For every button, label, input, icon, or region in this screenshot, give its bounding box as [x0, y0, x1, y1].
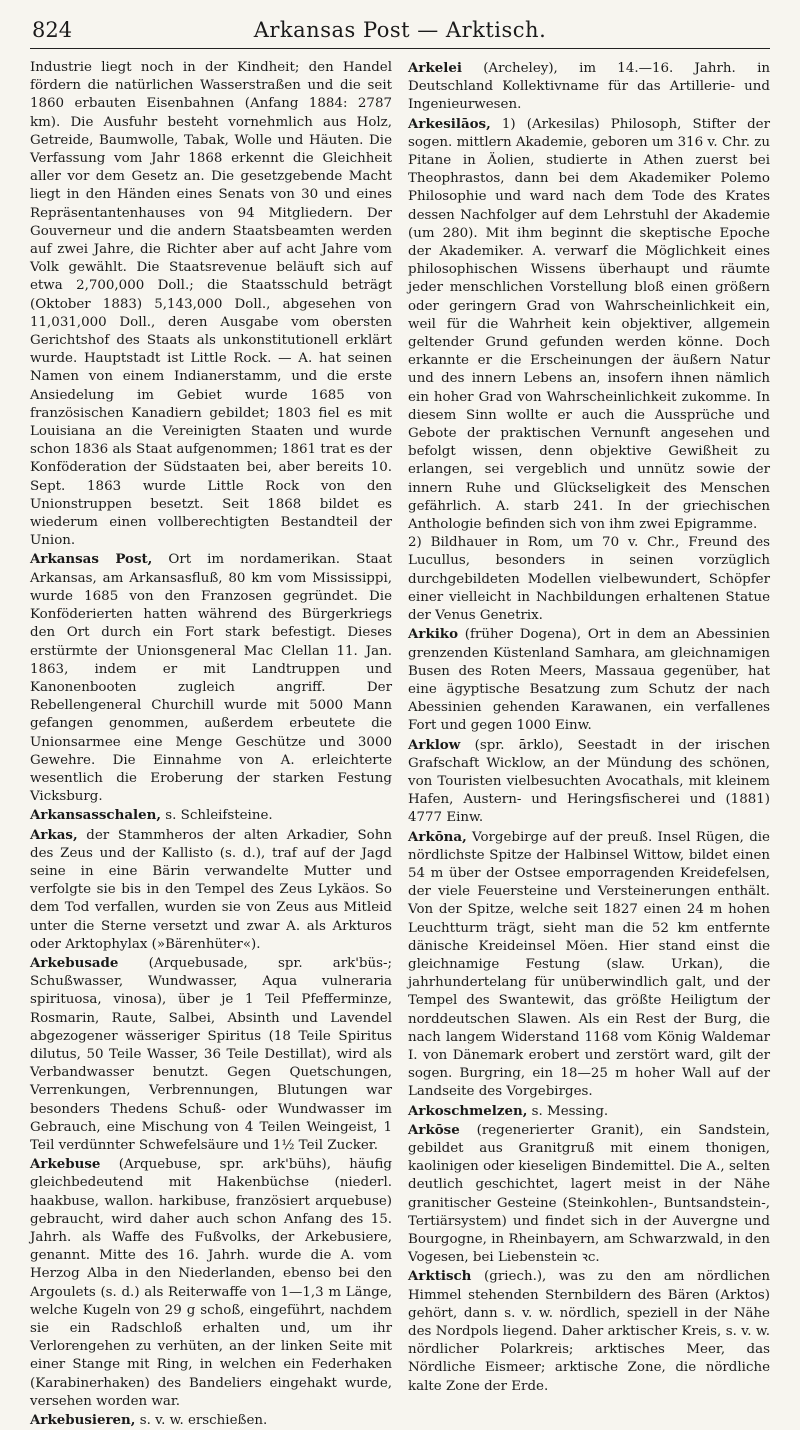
- entry-text: (Arquebusade, spr. ark'büs-; Schußwasser, Wundwasser, Aqua vulneraria spirituosa, vinosa), über je 1 Teil Pfefferminze, Rosmarin, Raute, Salbei, Absinth und Lavendel abgezogener wässeriger Spiritus (18 Teile Spiritus dilutus, 50 Teile Wasser, 36 Teile Destillat), wird als Verbandwasser benutzt. Gegen Quetschungen, Verrenkungen, Verbrennungen, Blutungen war besonders Thedens Schuß- oder Wundwasser im Gebrauch, eine Mischung von 4 Teilen Weingeist, 1 Teil verdünnter Schwefelsäure und 1½ Teil Zucker.: [30, 955, 392, 1153]
- dictionary-entry: [30, 550, 392, 806]
- page-number: 824: [32, 18, 73, 42]
- dictionary-entry: [30, 826, 392, 954]
- entry-headword: Arkoschmelzen,: [408, 1102, 528, 1119]
- entry-text: 2) Bildhauer in Rom, um 70 v. Chr., Freund des Lucullus, besonders in seinen vorzüglich durchgebildeten Modellen vielbewundert, Schöpfer einer vielleicht in Nachbildungen erhaltenen Statue der Venus Genetrix.: [408, 535, 770, 624]
- dictionary-entry: [408, 534, 770, 625]
- entry-headword: Arkas,: [30, 826, 78, 843]
- dictionary-entry: [408, 59, 770, 115]
- entry-text: (regenerierter Granit), ein Sandstein, gebildet aus Granitgruß mit einem thonigen, kaolinigen oder kieseligen Bindemittel. Die A., selten deutlich geschichtet, lagert meist in der Nähe granitischer Gesteine (Steinkohlen-, Buntsandstein-, Tertiärsystem) und findet sich in der Auvergne und Bourgogne, in Rheinbayern, am Schwarzwald, in den Vogesen, bei Liebenstein ꝛc.: [408, 1122, 770, 1266]
- text-columns: [30, 59, 770, 1430]
- entry-headword: Arktisch: [408, 1268, 472, 1285]
- entry-text: (Arquebuse, spr. ark'bühs), häufig gleichbedeutend mit Hakenbüchse (niederl. haakbuse, wallon. harkibuse, französiert arquebuse) gebraucht, wird daher auch schon Anfang des 15. Jahrh. als Waffe des Fußvolks, der Arkebusiere, genannt. Mitte des 16. Jahrh. wurde die A. vom Herzog Alba in den Niederlanden, ebenso bei den Argoulets (s. d.) als Reiterwaffe von 1—1,3 m Länge, welche Kugeln von 29 g schoß, eingeführt, nachdem sie ein Radschloß erhalten und, um ihr Verlorengehen zu verhüten, an der linken Seite mit einer Stange mit Ring, in welchen ein Federhaken (Karabinerhaken) des Bandeliers eingehakt wurde, versehen worden war.: [30, 1157, 392, 1409]
- entry-text: s. v. w. erschießen.: [135, 1413, 268, 1429]
- dictionary-entry: [30, 1155, 392, 1411]
- entry-headword: Arklow: [408, 736, 461, 753]
- dictionary-entry: [30, 954, 392, 1155]
- entry-text: (Archeley), im 14.—16. Jahrh. in Deutschland Kollektivname für das Artillerie- und Ingenieurwesen.: [408, 61, 770, 113]
- entry-headword: Arkōna,: [408, 828, 467, 845]
- entry-text: der Stammheros der alten Arkadier, Sohn des Zeus und der Kallisto (s. d.), traf auf der Jagd seine in eine Bärin verwandelte Mutter und verfolgte sie bis in den Tempel des Zeus Lykäos. So dem Tod verfallen, wurden sie von Zeus aus Mitleid unter die Sterne versetzt und zwar A. als Arkturos oder Arktophylax (»Bärenhüter«).: [30, 827, 392, 952]
- right-column: [408, 59, 770, 1430]
- entry-headword: Arkebuse: [30, 1156, 101, 1173]
- dictionary-entry: [30, 1411, 392, 1430]
- entry-text: 1) (Arkesilas) Philosoph, Stifter der sogen. mittlern Akademie, geboren um 316 v. Chr. zu Pitane in Äolien, studierte in Athen zuerst bei Theophrastos, dann bei dem Akademiker Polemo Philosophie und ward nach dem Tode des Krates dessen Nachfolger auf dem Lehrstuhl der Akademie (um 280). Mit ihm beginnt die skeptische Epoche der Akademiker. A. verwarf die Möglichkeit eines philosophischen Wissens überhaupt und räumte jeder menschlichen Vorstellung bloß einen größern oder geringern Grad von Wahrscheinlichkeit ein, weil für die Wahrheit kein objektiver, allgemein geltender Grund gefunden werden könne. Doch erkannte er die Erscheinungen der äußern Natur und des innern Lebens an, insofern ihnen nämlich ein hoher Grad von Wahrscheinlichkeit zukomme. In diesem Sinn wollte er auch die Aussprüche und Gebote der praktischen Vernunft angesehen und befolgt wissen, denn objektive Gewißheit zu erlangen, sei vergeblich und unnütz sowie der innern Ruhe und Glückseligkeit des Menschen gefährlich. A. starb 241. In der griechischen Anthologie befinden sich von ihm zwei Epigramme.: [408, 116, 770, 533]
- dictionary-entry: [408, 1267, 770, 1395]
- dictionary-entry: [30, 806, 392, 825]
- page-header: [30, 14, 770, 49]
- running-title: Arkansas Post — Arktisch.: [253, 18, 547, 42]
- dictionary-entry: [30, 59, 392, 550]
- entry-headword: Arkelei: [408, 60, 462, 76]
- entry-text: (spr. ārklo), Seestadt in der irischen Grafschaft Wicklow, an der Mündung des schönen, von Touristen vielbesuchten Avocathals, mit kleinem Hafen, Austern- und Heringsfischerei und (1881) 4777 Einw.: [408, 737, 770, 826]
- entry-text: Ort im nordamerikan. Staat Arkansas, am Arkansasfluß, 80 km vom Mississippi, wurde 1685 von den Franzosen gegründet. Die Konföderierten hatten während des Bürgerkriegs den Ort durch ein Fort stark befestigt. Dieses erstürmte der Unionsgeneral Mac Clellan 11. Jan. 1863, indem er mit Landtruppen und Kanonenbooten zugleich angriff. Der Rebellengeneral Churchill wurde mit 5000 Mann gefangen genommen, außerdem erbeutete die Unionsarmee eine Menge Geschütze und 3000 Gewehre. Die Einnahme von A. erleichterte wesentlich die Eroberung der starken Festung Vicksburg.: [30, 552, 392, 805]
- entry-headword: Arkansas Post,: [30, 551, 153, 568]
- entry-headword: Arkebusieren,: [30, 1412, 136, 1429]
- entry-headword: Arkebusade: [30, 954, 119, 971]
- dictionary-entry: [408, 828, 770, 1102]
- dictionary-entry: [408, 1102, 770, 1121]
- entry-headword: Arkiko: [408, 626, 459, 643]
- dictionary-entry: [408, 736, 770, 828]
- dictionary-entry: [408, 115, 770, 535]
- entry-text: (früher Dogena), Ort in dem an Abessinien grenzenden Küstenland Samhara, am gleichnamigen Busen des Roten Meers, Massaua gegenüber, hat eine ägyptische Besatzung zum Schutz der nach Abessinien gehenden Karawanen, ein verfallenes Fort und gegen 1000 Einw.: [408, 627, 770, 734]
- entry-headword: Arkansasschalen,: [30, 807, 161, 824]
- dictionary-entry: [408, 625, 770, 735]
- dictionary-entry: [408, 1121, 770, 1268]
- entry-text: Industrie liegt noch in der Kindheit; den Handel fördern die natürlichen Wasserstraßen und die seit 1860 erbauten Eisenbahnen (Anfang 1884: 2787 km). Die Ausfuhr besteht vornehmlich aus Holz, Getreide, Baumwolle, Tabak, Wolle und Häuten. Die Verfassung vom Jahr 1868 erkennt die Gleichheit aller vor dem Gesetz an. Die gesetzgebende Macht liegt in den Händen eines Senats von 30 und eines Repräsentantenhauses von 94 Mitgliedern. Der Gouverneur und die andern Staatsbeamten werden auf zwei Jahre, die Richter aber auf acht Jahre vom Volk gewählt. Die Staatsrevenue beläuft sich auf etwa 2,700,000 Doll.; die Staatsschuld beträgt (Oktober 1883) 5,143,000 Doll., abgesehen von 11,031,000 Doll., deren Ausgabe vom obersten Gerichtshof des Staats als unkonstitutionell erklärt wurde. Hauptstadt ist Little Rock. — A. hat seinen Namen von einem Indianerstamm, und die erste Ansiedelung im Gebiet wurde 1685 von französischen Kanadiern gebildet; 1803 fiel es mit Louisiana an die Vereinigten Staaten und wurde schon 1836 als Staat aufgenommen; 1861 trat es der Konföderation der Südstaaten bei, aber bereits 10. Sept. 1863 wurde Little Rock von den Unionstruppen besetzt. Seit 1868 bildet es wiederum einen vollberechtigten Bestandteil der Union.: [30, 60, 392, 549]
- entry-text: (griech.), was zu den am nördlichen Himmel stehenden Sternbildern des Bären (Arktos) gehört, dann s. v. w. nördlich, speziell in der Nähe des Nordpols liegend. Daher arktischer Kreis, s. v. w. nördlicher Polarkreis; arktisches Meer, das Nördliche Eismeer; arktische Zone, die nördliche kalte Zone der Erde.: [408, 1269, 770, 1394]
- entry-text: s. Schleifsteine.: [161, 808, 273, 824]
- entry-text: Vorgebirge auf der preuß. Insel Rügen, die nördlichste Spitze der Halbinsel Wittow, bildet einen 54 m über der Ostsee emporragenden Kreidefelsen, der viele Feuersteine und Versteinerungen enthält. Von der Spitze, welche seit 1827 einen 24 m hohen Leuchtturm trägt, sieht man die 52 km entfernte dänische Kreideinsel Möen. Hier stand einst die gleichnamige Festung (slaw. Urkan), die jahrhundertelang für unüberwindlich galt, und der Tempel des Swantewit, das größte Heiligtum der norddeutschen Slawen. Als ein Rest der Burg, die nach langem Widerstand 1168 vom König Waldemar I. von Dänemark erobert und zerstört ward, gilt der sogen. Burgring, ein 18—25 m hoher Wall auf der Landseite des Vorgebirges.: [408, 829, 770, 1100]
- entry-headword: Arkōse: [408, 1121, 460, 1138]
- entry-text: s. Messing.: [527, 1103, 609, 1119]
- left-column: [30, 59, 392, 1430]
- entry-headword: Arkesilāos,: [408, 115, 491, 132]
